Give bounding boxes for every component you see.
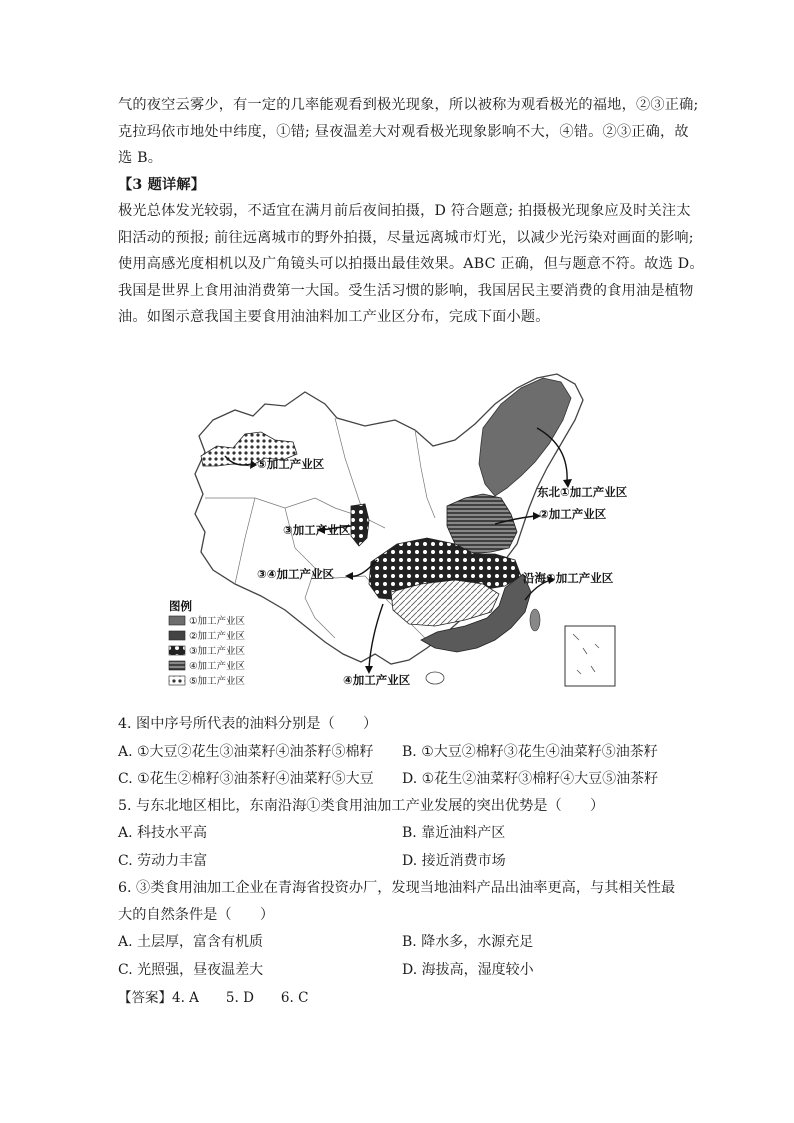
legend-item-4: ④加工产业区 [189,661,246,672]
hainan-island [426,672,444,684]
intro-line-1: 气的夜空云雾少，有一定的几率能观看到极光现象，所以被称为观看极光的福地，②③正确; [118,97,699,113]
label-zone34: ③④加工产业区 [257,567,334,581]
q5-option-a: A. 科技水平高 [118,825,208,841]
q4-option-b: B. ①大豆②棉籽③花生④油菜籽⑤油茶籽 [402,744,658,760]
q6-stem-line1: 6. ③类食用油加工企业在青海省投资办厂，发现当地油料产品出油率更高，与其相关性最 [118,880,676,896]
map-svg [165,348,695,698]
intro-text [118,92,704,331]
q6-option-b: B. 降水多，水源充足 [402,934,534,950]
label-zone5: ⑤加工产业区 [257,457,325,471]
legend-item-3: ③加工产业区 [189,646,246,657]
q5-stem: 5. 与东北地区相比，东南沿海①类食用油加工产业发展的突出优势是（ ） [118,798,605,814]
intro-line-4: 极光总体发光较弱，不适宜在满月前后夜间拍摄，D 符合题意; 拍摄极光现象应及时关注太 [118,203,691,219]
map-legend [169,599,246,687]
q5-option-c: C. 劳动力丰富 [118,853,208,869]
label-northeast1: 东北①加工产业区 [537,485,628,499]
label-zone4: ④加工产业区 [343,673,411,687]
q6-option-d: D. 海拔高，湿度较小 [402,962,534,978]
q4-option-d: D. ①花生②油菜籽③棉籽④大豆⑤油茶籽 [402,771,659,787]
legend-title: 图例 [169,599,192,613]
q6-option-c: C. 光照强，昼夜温差大 [118,962,264,978]
legend-item-1: ①加工产业区 [189,616,246,627]
q5-option-d: D. 接近消费市场 [402,853,506,869]
label-zone2: ②加工产业区 [539,507,607,521]
label-zone3: ③加工产业区 [283,523,351,537]
china-oil-industry-map [165,348,695,698]
south-china-sea-inset [565,626,615,686]
taiwan-island [530,609,540,631]
intro-line-3: 选 B。 [118,150,163,166]
legend-item-2: ②加工产业区 [189,631,246,642]
q4-stem: 4. 图中序号所代表的油料分别是（ ） [118,716,378,732]
intro-line-2: 克拉玛依市地处中纬度，①错; 昼夜温差大对观看极光现象影响不大，④错。②③正确，故 [118,123,689,140]
q6-option-a: A. 土层厚，富含有机质 [118,934,264,950]
label-coastal1: 沿海①加工产业区 [523,571,614,585]
q5-option-b: B. 靠近油料产区 [402,825,506,841]
answer-line: 【答案】4. A 5. D 6. C [118,990,309,1006]
intro-line-6: 使用高感光度相机以及广角镜头可以拍摄出最佳效果。ABC 正确，但与题意不符。故选 D。 [118,256,704,272]
q6-stem-line2: 大的自然条件是（ ） [118,907,275,923]
legend-item-5: ⑤加工产业区 [189,676,246,687]
intro-line-7: 我国是世界上食用油消费第一大国。受生活习惯的影响，我国居民主要消费的食用油是植物 [118,282,694,299]
q4-option-c: C. ①花生②棉籽③油茶籽④油菜籽⑤大豆 [118,771,374,787]
intro-line-8: 油。如图示意我国主要食用油油料加工产业区分布，完成下面小题。 [118,309,550,325]
intro-line-5: 阳活动的预报; 前往远离城市的野外拍摄，尽量远离城市灯光，以减少光污染对画面的影响; [118,229,694,246]
q4-option-a: A. ①大豆②花生③油菜籽④油茶籽⑤棉籽 [118,744,374,760]
section-heading: 【3 题详解】 [118,176,206,193]
